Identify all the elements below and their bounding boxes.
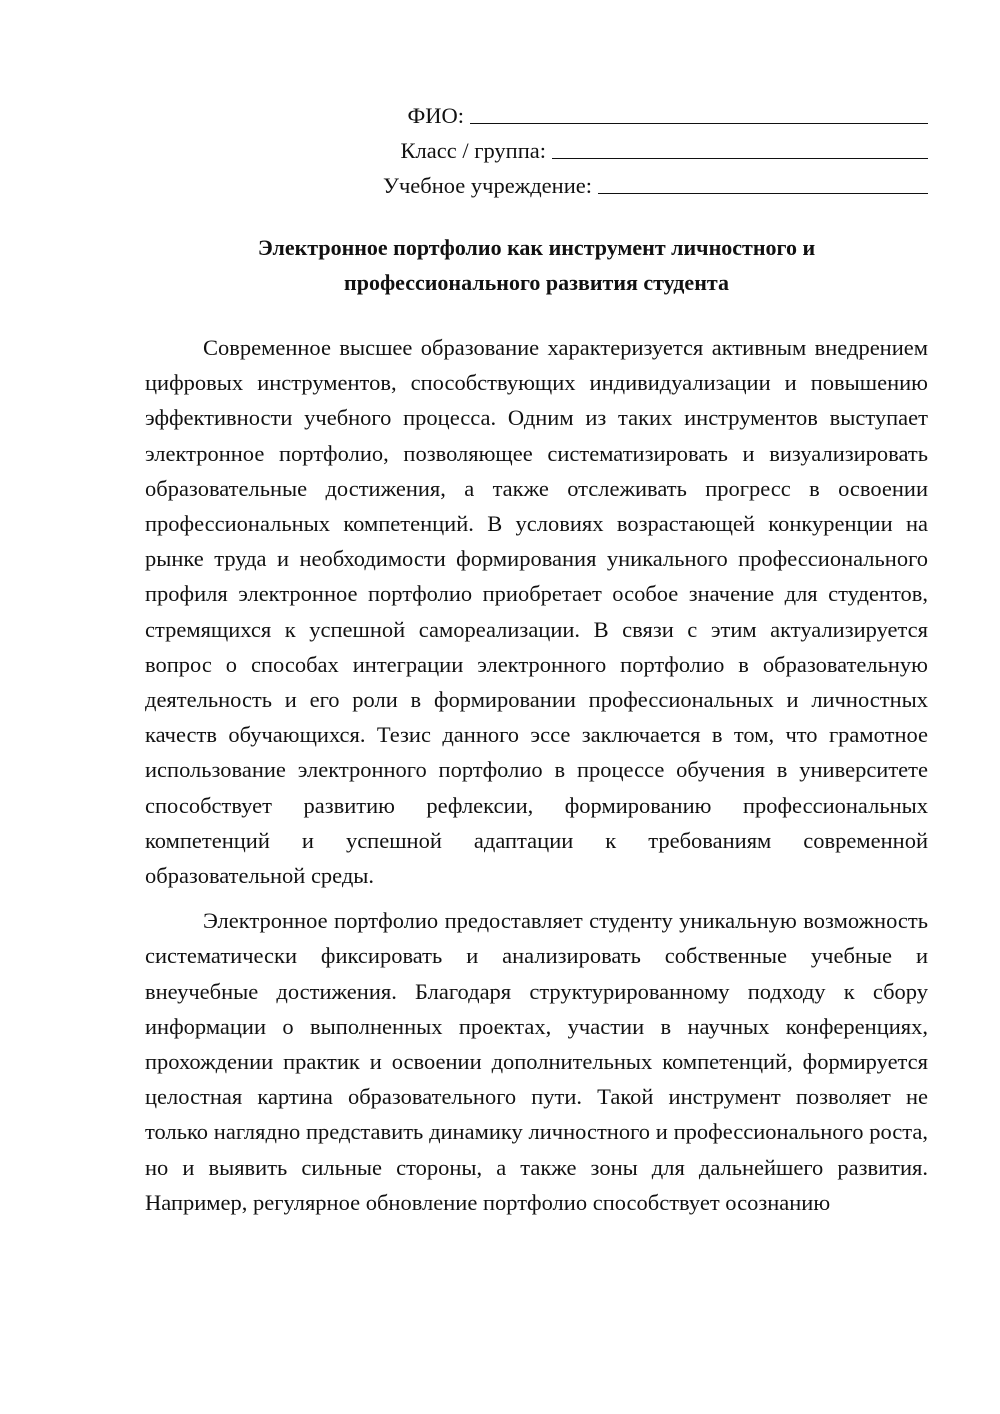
class-row [368, 127, 928, 162]
title-line-2: профессионального развития студента [344, 270, 729, 295]
fio-row [368, 92, 928, 127]
essay-body [145, 330, 928, 1220]
document-title [145, 230, 928, 300]
fio-label: ФИО: [407, 102, 464, 128]
paragraph-1: Современное высшее образование характеризуется активным внедрением цифровых инструментов, способствующих индивидуализации и повышению эффективности учебного процесса. Одним из таких инструментов выступает электронное портфолио, позволяющее систематизировать и визуализировать образовательные достижения, а также отслеживать прогресс в освоении профессиональных компетенций. В условиях возрастающей конкуренции на рынке труда и необходимости формирования уникального профессионального профиля электронное портфолио приобретает особое значение для студентов, стремящихся к успешной самореализации. В связи с этим актуализируется вопрос о способах интеграции электронного портфолио в образовательную деятельность и его роли в формировании профессиональных и личностных качеств обучающихся. Тезис данного эссе заключается в том, что грамотное использование электронного портфолио в процессе обучения в университете способствует развитию рефлексии, формированию профессиональных компетенций и успешной адаптации к требованиям современной образовательной среды. [145, 335, 928, 889]
school-row [368, 162, 928, 197]
school-blank-line [598, 193, 928, 194]
fio-blank-line [470, 123, 928, 124]
school-label: Учебное учреждение: [383, 172, 592, 198]
class-label: Класс / группа: [400, 137, 546, 163]
title-line-1: Электронное портфолио как инструмент личностного и [257, 235, 816, 260]
class-blank-line [552, 158, 928, 159]
paragraph-2: Электронное портфолио предоставляет студенту уникальную возможность систематически фиксировать и анализировать собственные учебные и внеучебные достижения. Благодаря структурированному подходу к сбору информации о выполненных проектах, участии в научных конференциях, прохождении практик и освоении дополнительных компетенций, формируется целостная картина образовательного пути. Такой инструмент позволяет не только наглядно представить динамику личностного и профессионального роста, но и выявить сильные стороны, а также зоны для дальнейшего развития. Например, регулярное обновление портфолио способствует осознанию [145, 908, 928, 1215]
header-fields [368, 92, 928, 197]
